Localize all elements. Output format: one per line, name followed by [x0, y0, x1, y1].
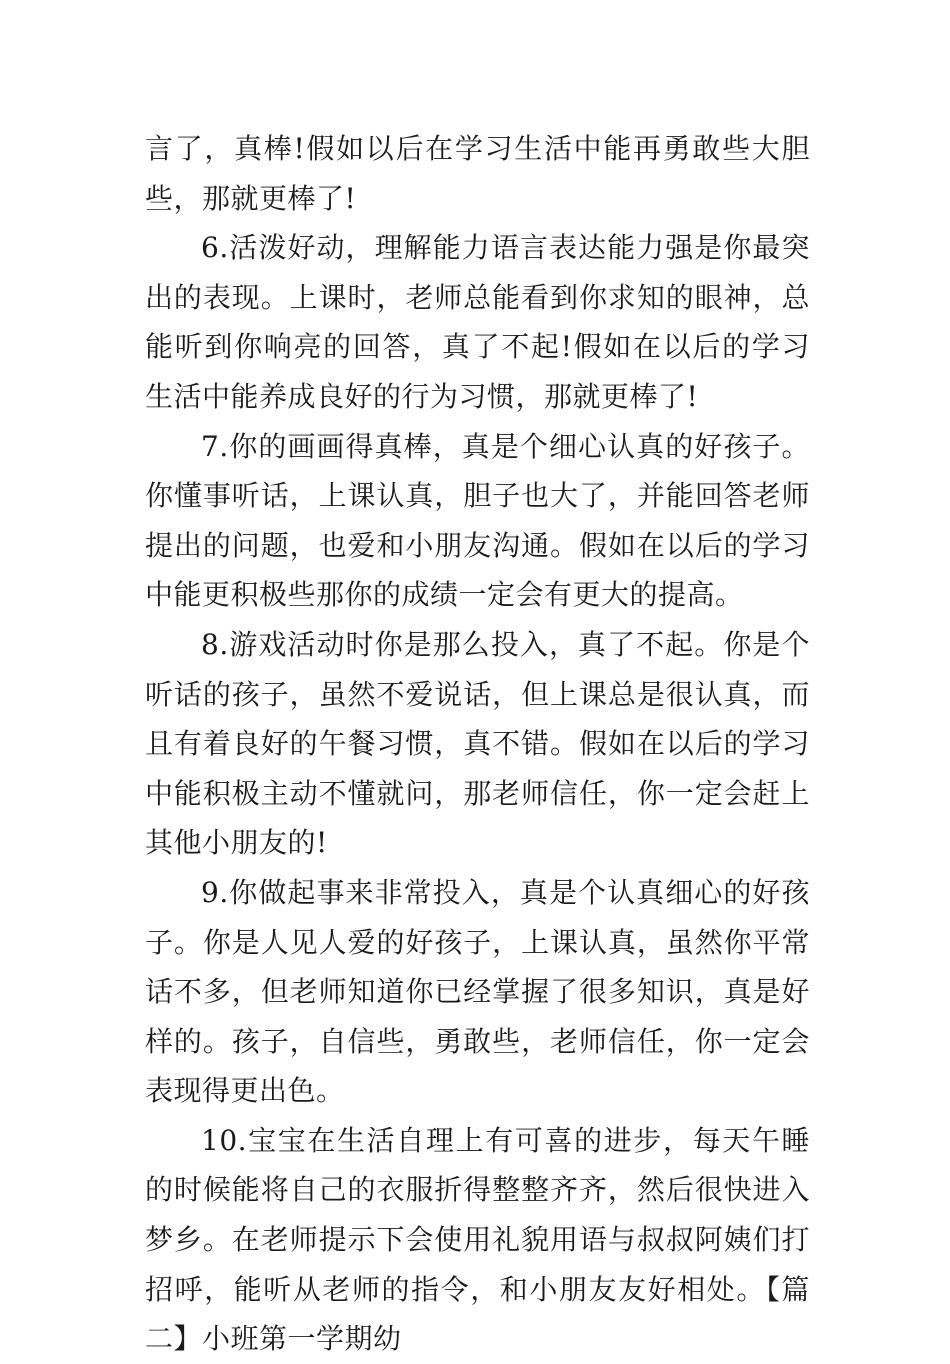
- document-body: [145, 124, 810, 1364]
- paragraph-item-8: 8.游戏活动时你是那么投入，真了不起。你是个听话的孩子，虽然不爱说话，但上课总是很认真，而且有着良好的午餐习惯，真不错。假如在以后的学习中能积极主动不懂就问，那老师信任，你一定会赶上其他小朋友的!: [145, 627, 810, 860]
- paragraph-item-9: 9.你做起事来非常投入，真是个认真细心的好孩子。你是人见人爱的好孩子，上课认真，虽然你平常话不多，但老师知道你已经掌握了很多知识，真是好样的。孩子，自信些，勇敢些，老师信任，你一定会表现得更出色。: [145, 875, 810, 1108]
- paragraph-item-6: 6.活泼好动，理解能力语言表达能力强是你最突出的表现。上课时，老师总能看到你求知的眼神，总能听到你响亮的回答，真了不起!假如在以后的学习生活中能养成良好的行为习惯，那就更棒了!: [145, 231, 810, 413]
- paragraph-item-10: 10.宝宝在生活自理上有可喜的进步，每天午睡的时候能将自己的衣服折得整整齐齐，然后很快进入梦乡。在老师提示下会使用礼貌用语与叔叔阿姨们打招呼，能听从老师的指令，和小朋友友好相处。【篇二】小班第一学期幼: [145, 1123, 810, 1356]
- paragraph-item-7: 7.你的画画得真棒，真是个细心认真的好孩子。你懂事听话，上课认真，胆子也大了，并能回答老师提出的问题，也爱和小朋友沟通。假如在以后的学习中能更积极些那你的成绩一定会有更大的提高。: [145, 429, 810, 612]
- paragraph-continuation: 言了，真棒!假如以后在学习生活中能再勇敢些大胆些，那就更棒了!: [145, 132, 810, 215]
